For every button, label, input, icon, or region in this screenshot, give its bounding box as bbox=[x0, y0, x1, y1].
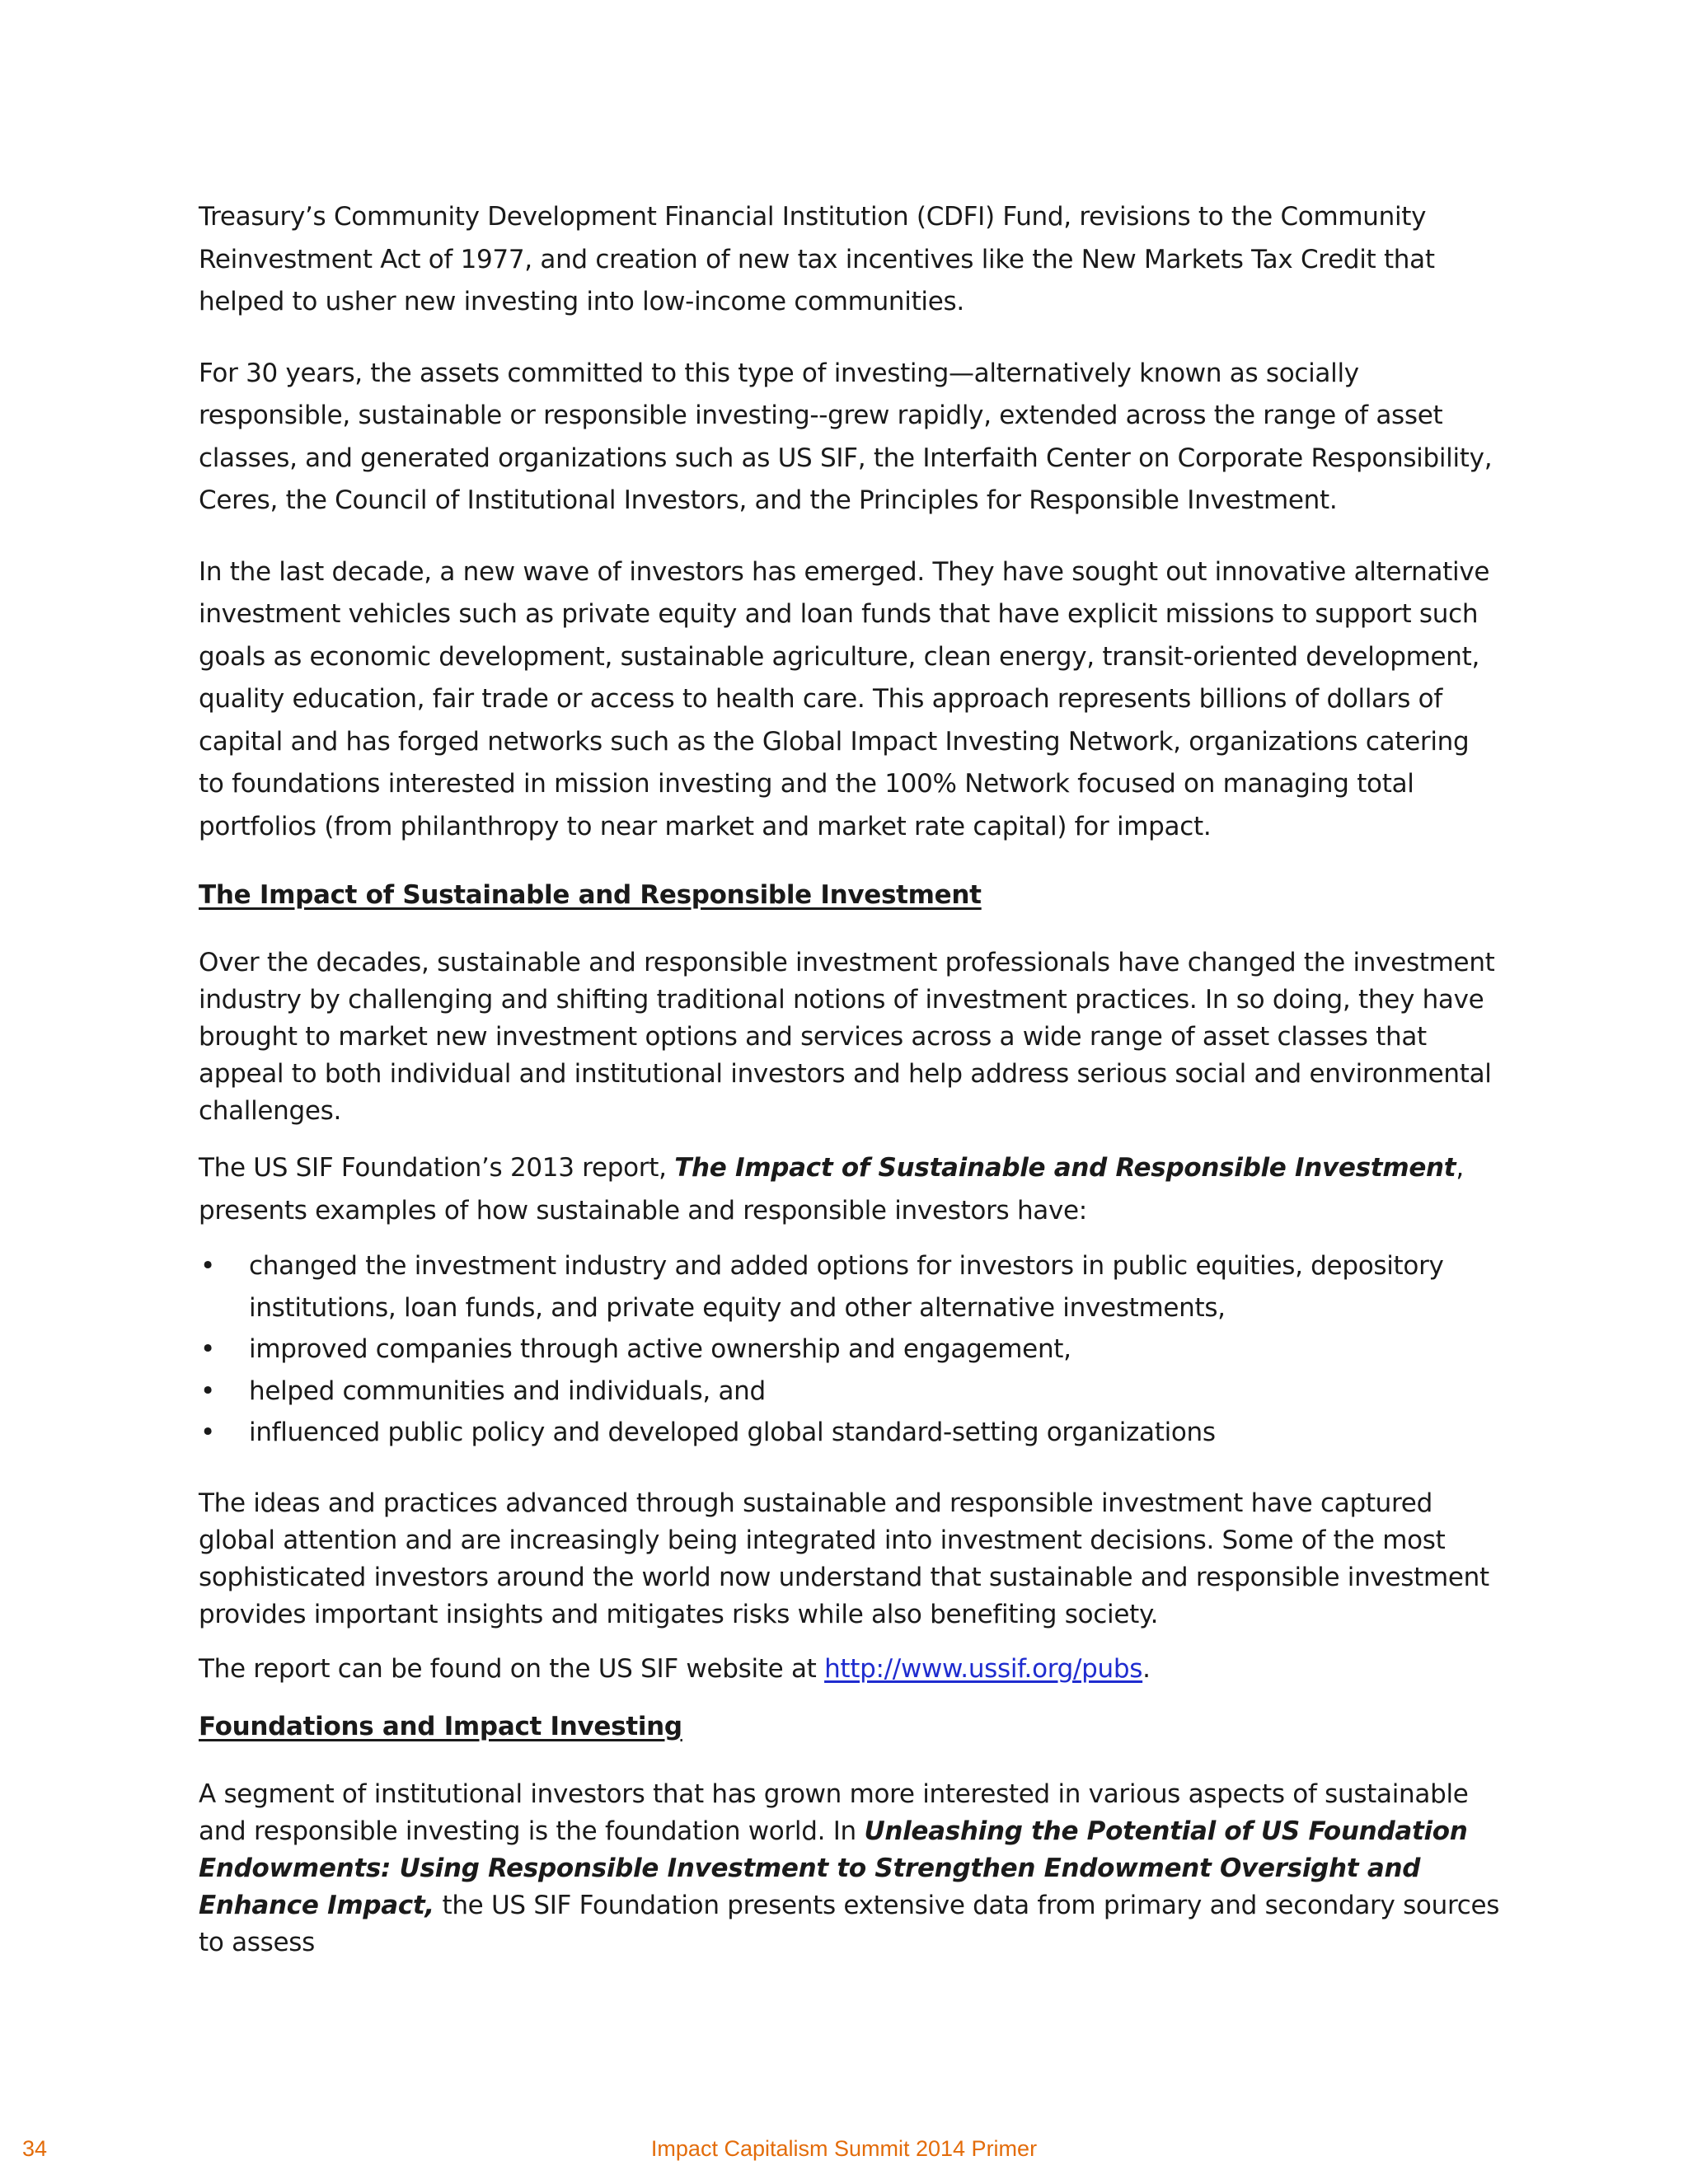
paragraph-report-intro bbox=[199, 1147, 1501, 1232]
achievements-list bbox=[199, 1245, 1501, 1454]
paragraph-ideas-practices: The ideas and practices advanced through sustainable and responsible investment have captured global attention and are increasingly being integrated into investment decisions. Some of the most sophisticated investors around the world now understand that sustainable and responsible investment provides important insights and mitigates risks while also benefiting society. bbox=[199, 1488, 1489, 1629]
paragraph-cdfi: Treasury’s Community Development Financial Institution (CDFI) Fund, revisions to the Community Reinvestment Act of 1977, and creation of new tax incentives like the New Markets Tax Credit that helped to usher new investing into low-income communities. bbox=[199, 202, 1435, 316]
ussif-pubs-link[interactable]: http://www.ussif.org/pubs bbox=[824, 1653, 1143, 1684]
section-heading-impact: The Impact of Sustainable and Responsible Investment bbox=[199, 880, 982, 910]
paragraph-over-decades: Over the decades, sustainable and responsible investment professionals have changed the investment industry by challenging and shifting traditional notions of investment practices. In so doing, they have brought to market new investment options and services across a wide range of asset classes that appeal to both individual and institutional investors and help address serious social and environmental challenges. bbox=[199, 948, 1495, 1126]
bullet-icon: • bbox=[200, 1251, 215, 1281]
document-body bbox=[199, 196, 1501, 1979]
foundations-report-title: Unleashing the Potential of US Foundation Endowments: Using Responsible Investment to Strengthen Endowment Oversight and Enhance Impact, bbox=[199, 1816, 1468, 1920]
paragraph-report-link bbox=[199, 1651, 1501, 1688]
report-link-period: . bbox=[1142, 1653, 1151, 1684]
paragraph-thirty-years: For 30 years, the assets committed to this type of investing—alternatively known as socially responsible, sustainable or responsible investing--grew rapidly, extended across the range of asset classes, and generated organizations such as US SIF, the Interfaith Center on Corporate Responsibility, Ceres, the Council of Institutional Investors, and the Principles for Responsible Investment. bbox=[199, 358, 1493, 515]
bullet-icon: • bbox=[200, 1376, 215, 1406]
list-item bbox=[199, 1329, 1501, 1371]
list-item-text: helped communities and individuals, and bbox=[249, 1376, 766, 1406]
report-intro-text: The US SIF Foundation’s 2013 report, bbox=[199, 1153, 675, 1183]
list-item bbox=[199, 1412, 1501, 1454]
list-item-text: influenced public policy and developed global standard-setting organizations bbox=[249, 1418, 1216, 1447]
list-item-text: changed the investment industry and added options for investors in public equities, depository institutions, loan funds, and private equity and other alternative investments, bbox=[249, 1251, 1444, 1323]
list-item-text: improved companies through active ownership and engagement, bbox=[249, 1334, 1071, 1364]
section-heading-foundations: Foundations and Impact Investing bbox=[199, 1711, 682, 1741]
page-number: 34 bbox=[22, 2136, 48, 2161]
foundations-text: A segment of institutional investors that has grown more interested in various aspects of sustainable and responsible investing is the foundation world. In bbox=[199, 1779, 1469, 1846]
foundations-text-end: the US SIF Foundation presents extensive data from primary and secondary sources to assess bbox=[199, 1890, 1500, 1957]
list-item bbox=[199, 1371, 1501, 1413]
report-link-text: The report can be found on the US SIF website at bbox=[199, 1653, 825, 1684]
bullet-icon: • bbox=[200, 1418, 215, 1447]
paragraph-new-wave: In the last decade, a new wave of investors has emerged. They have sought out innovative alternative investment vehicles such as private equity and loan funds that have explicit missions to support such goals as economic development, sustainable agriculture, clean energy, transit-oriented development, quality education, fair trade or access to health care. This approach represents billions of dollars of capital and has forged networks such as the Global Impact Investing Network, organizations catering to foundations interested in mission investing and the 100% Network focused on managing total portfolios (from philanthropy to near market and market rate capital) for impact. bbox=[199, 556, 1490, 841]
bullet-icon: • bbox=[200, 1334, 215, 1364]
paragraph-foundations bbox=[199, 1776, 1501, 1961]
report-intro-text-end: , presents examples of how sustainable and responsible investors have: bbox=[199, 1153, 1464, 1226]
list-item bbox=[199, 1245, 1501, 1329]
footer-title: Impact Capitalism Summit 2014 Primer bbox=[650, 2136, 1038, 2161]
report-title: The Impact of Sustainable and Responsible Investment bbox=[674, 1153, 1456, 1183]
